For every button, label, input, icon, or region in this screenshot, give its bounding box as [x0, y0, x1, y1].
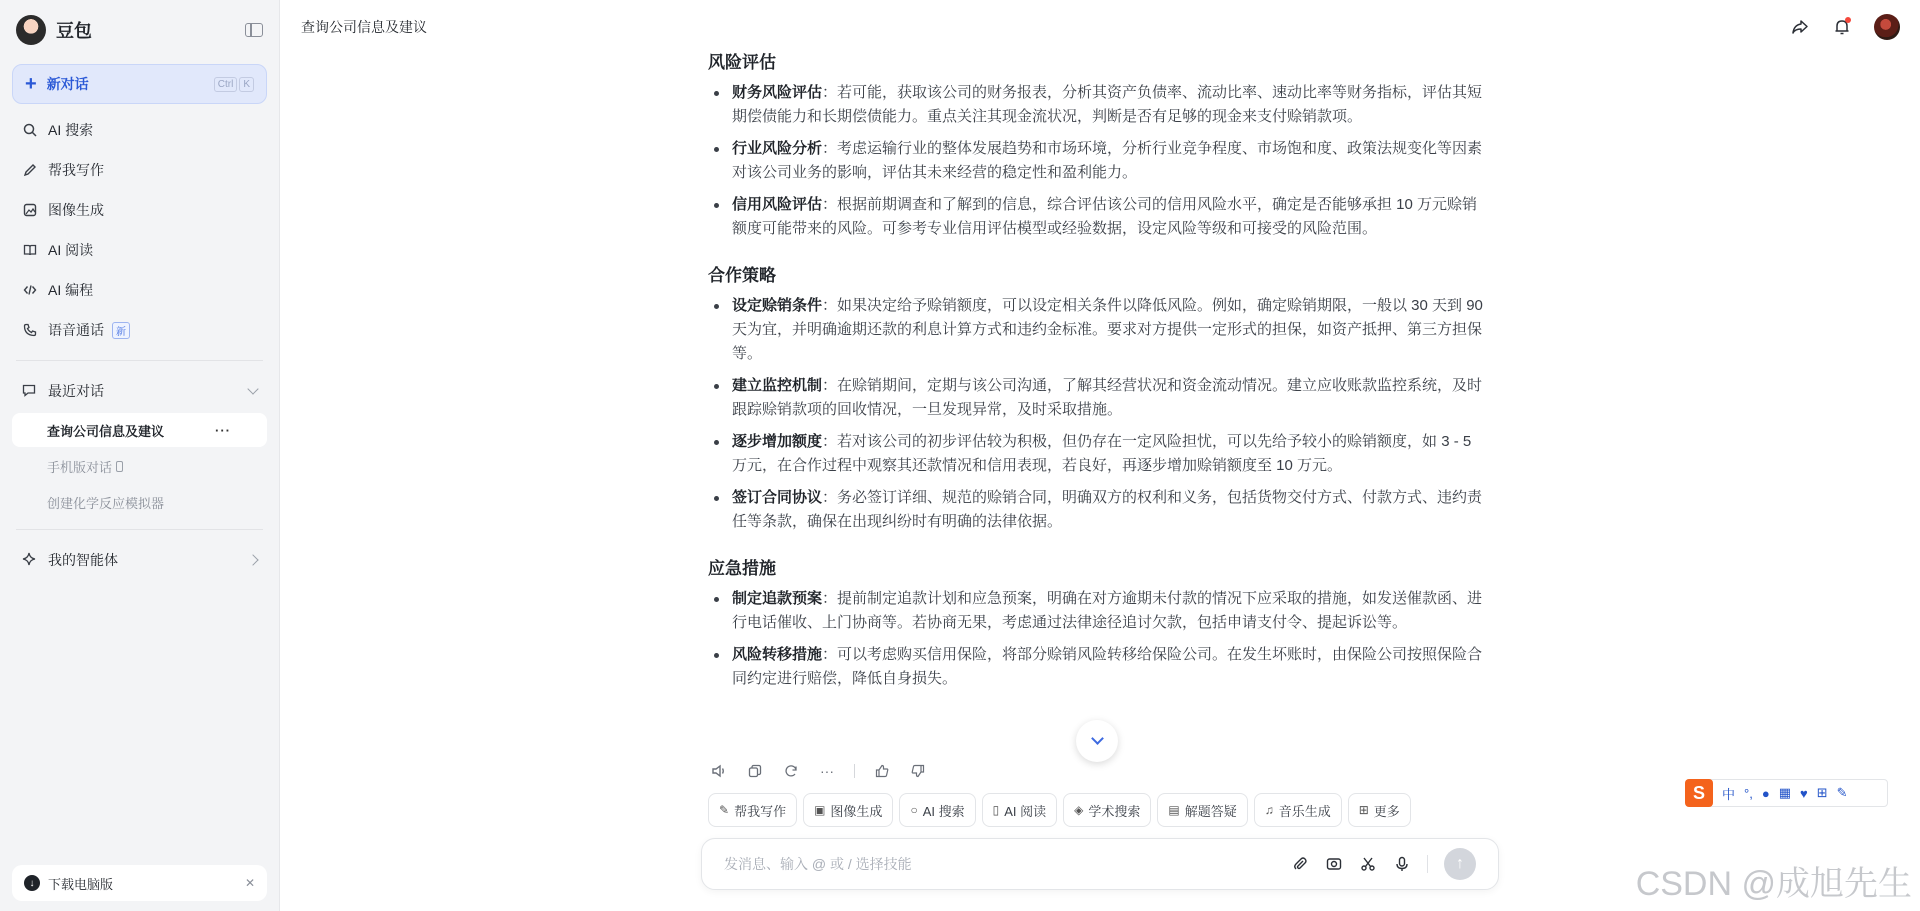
pen-icon	[22, 162, 38, 178]
bullet-list	[708, 587, 1488, 691]
code-icon	[22, 282, 38, 298]
sidebar-nav	[0, 110, 279, 350]
microphone-icon[interactable]: ●	[1761, 785, 1770, 801]
ime-mode-label[interactable]: 中	[1722, 786, 1736, 802]
skill-label: 学术搜索	[1088, 803, 1141, 819]
composer-tools	[1291, 848, 1476, 880]
list-item	[708, 294, 1488, 366]
message-composer[interactable]	[701, 838, 1499, 890]
skill-label: 更多	[1373, 803, 1400, 819]
item-term: 风险转移措施	[732, 646, 823, 663]
skill-label: AI 阅读	[1004, 803, 1047, 819]
bell-icon[interactable]	[1832, 17, 1852, 37]
item-text: ：若可能，获取该公司的财务报表，分析其资产负债率、流动比率、速动比率等财务指标，评估其短期偿债能力和长期偿债能力。重点关注其现金流状况，判断是否有足够的现金来支付赊销款项。	[732, 84, 1483, 125]
book-icon: ▯	[992, 803, 1000, 817]
user-avatar[interactable]	[1874, 14, 1900, 40]
skin-icon[interactable]: ♥	[1799, 785, 1808, 801]
search-icon: ○	[910, 803, 918, 817]
divider	[16, 360, 263, 361]
sidebar	[0, 0, 280, 911]
regenerate-icon[interactable]	[782, 762, 800, 780]
item-term: 签订合同协议	[732, 489, 823, 506]
copy-icon[interactable]	[746, 762, 764, 780]
top-actions	[1790, 14, 1900, 40]
recent-label: 最近对话	[48, 383, 104, 399]
thumbs-up-icon[interactable]	[873, 762, 891, 780]
sidebar-header	[0, 0, 279, 60]
new-chat-button[interactable]	[12, 64, 267, 104]
section-title: 合作策略	[708, 266, 776, 285]
calculator-icon: ▤	[1168, 803, 1180, 817]
list-item	[708, 643, 1488, 691]
tools-icon[interactable]: ✎	[1836, 785, 1848, 800]
sidebar-toggle-icon[interactable]	[245, 23, 263, 37]
skill-more-button[interactable]	[1348, 793, 1411, 827]
skill-label: 帮我写作	[734, 803, 787, 819]
list-item	[708, 81, 1488, 129]
music-icon: ♫	[1264, 803, 1274, 817]
skill-ai-search-button[interactable]	[899, 793, 975, 827]
sidebar-item-image-gen[interactable]	[0, 190, 279, 230]
skill-writing-button[interactable]	[708, 793, 797, 827]
item-term: 财务风险评估	[732, 84, 823, 101]
attachment-icon[interactable]	[1291, 855, 1309, 873]
top-bar	[281, 0, 1920, 54]
page-title: 查询公司信息及建议	[301, 19, 427, 35]
sidebar-item-label: 帮我写作	[48, 162, 104, 178]
conversation-title: 查询公司信息及建议	[47, 423, 165, 439]
item-term: 行业风险分析	[732, 140, 823, 157]
sidebar-item-writing[interactable]	[0, 150, 279, 190]
image-icon	[22, 202, 38, 218]
watermark: CSDN @成旭先生	[1635, 865, 1912, 903]
conversation-item-active[interactable]	[12, 413, 267, 447]
item-term: 建立监控机制	[732, 377, 823, 394]
share-icon[interactable]	[1790, 17, 1810, 37]
shortcut-hint	[214, 77, 254, 92]
phone-icon	[22, 322, 38, 338]
skill-label: AI 搜索	[922, 803, 965, 819]
item-text: ：务必签订详细、规范的赊销合同，明确双方的权利和义务，包括货物交付方式、付款方式、违约责任等条款，确保在出现纠纷时有明确的法律依据。	[732, 489, 1483, 530]
thumbs-down-icon[interactable]	[909, 762, 927, 780]
item-text: ：考虑运输行业的整体发展趋势和市场环境，分析行业竞争程度、市场饱和度、政策法规变化等因素对该公司业务的影响，评估其未来经营的稳定性和盈利能力。	[732, 140, 1483, 181]
list-item	[708, 486, 1488, 534]
item-term: 制定追款预案	[732, 590, 823, 607]
recent-conversations-header[interactable]	[0, 371, 279, 411]
apps-grid-icon[interactable]: ⊞	[1816, 785, 1828, 800]
list-item	[708, 374, 1488, 422]
send-button[interactable]: ↑	[1444, 848, 1476, 880]
download-desktop-banner[interactable]	[12, 865, 267, 901]
punctuation-icon[interactable]: °,	[1744, 785, 1753, 801]
chat-bubble-icon	[22, 383, 38, 399]
skill-music-gen-button[interactable]	[1254, 793, 1342, 827]
scissors-icon[interactable]	[1359, 855, 1377, 873]
new-chat-label: 新对话	[46, 76, 89, 92]
my-agents-label: 我的智能体	[48, 552, 118, 568]
item-text: ：根据前期调查和了解到的信息，综合评估该公司的信用风险水平，确定是否能够承担 10 万元赊销额度可能带来的风险。可参考专业信用评估模型或经验数据，设定风险等级和可接受的风险范围。	[732, 196, 1478, 237]
assistant-message	[708, 48, 1488, 711]
divider	[16, 529, 263, 530]
conversation-item[interactable]	[12, 485, 267, 519]
skill-problem-solving-button[interactable]	[1157, 793, 1247, 827]
sidebar-item-ai-search[interactable]	[0, 110, 279, 150]
brand-name: 豆包	[56, 21, 92, 41]
sparkle-icon	[22, 552, 38, 568]
more-options-icon[interactable]: ···	[215, 422, 231, 438]
sidebar-item-ai-code[interactable]	[0, 270, 279, 310]
scroll-to-bottom-button[interactable]	[1076, 720, 1118, 762]
bullet-list	[708, 81, 1488, 241]
divider	[1427, 855, 1428, 873]
more-icon[interactable]: ···	[820, 763, 834, 779]
skill-label: 图像生成	[830, 803, 883, 819]
close-icon[interactable]: ✕	[244, 876, 255, 890]
section-cooperation-strategy	[708, 261, 1488, 534]
sidebar-item-label: 图像生成	[48, 202, 104, 218]
skill-label: 音乐生成	[1278, 803, 1331, 819]
conversation-item[interactable]	[12, 449, 267, 483]
section-title: 应急措施	[708, 559, 776, 578]
item-term: 信用风险评估	[732, 196, 823, 213]
chevron-down-icon[interactable]	[247, 383, 258, 394]
chevron-right-icon	[247, 554, 258, 565]
brand-avatar[interactable]	[16, 15, 46, 45]
new-badge: 新	[112, 322, 130, 339]
book-icon	[22, 242, 38, 258]
list-item	[708, 430, 1488, 478]
bullet-list	[708, 294, 1488, 534]
message-actions	[710, 762, 927, 780]
item-term: 设定赊销条件	[732, 297, 823, 314]
skill-label: 解题答疑	[1184, 803, 1237, 819]
list-item	[708, 587, 1488, 635]
image-icon: ▣	[814, 803, 826, 817]
divider	[854, 764, 855, 778]
section-title: 风险评估	[708, 53, 776, 72]
mobile-icon	[116, 461, 123, 472]
sogou-logo-icon: S	[1685, 779, 1713, 807]
shortcut-key-k: K	[239, 77, 254, 92]
sidebar-item-label: AI 阅读	[48, 242, 94, 258]
section-risk-assessment	[708, 48, 1488, 241]
ime-toolbar[interactable]	[1686, 779, 1888, 807]
skill-ai-read-button[interactable]	[982, 793, 1058, 827]
item-text: ：提前制定追款计划和应急预案，明确在对方逾期未付款的情况下应采取的措施，如发送催款函、进行电话催收、上门协商等。若协商无果，考虑通过法律途径追讨欠款，包括申请支付令、提起诉讼等。	[732, 590, 1483, 631]
shortcut-key-ctrl: Ctrl	[214, 77, 238, 92]
conversation-title: 创建化学反应模拟器	[47, 495, 165, 511]
grid-icon: ⊞	[1358, 803, 1369, 817]
microphone-icon[interactable]	[1393, 855, 1411, 873]
search-icon	[22, 122, 38, 138]
sidebar-item-label: 语音通话	[48, 322, 104, 338]
download-label: 下载电脑版	[48, 876, 114, 892]
skill-academic-search-button[interactable]	[1063, 793, 1151, 827]
item-text: ：在赊销期间，定期与该公司沟通，了解其经营状况和资金流动情况。建立应收账款监控系统，及时跟踪赊销款项的回收情况，一旦发现异常，及时采取措施。	[732, 377, 1483, 418]
list-item	[708, 193, 1488, 241]
item-text: ：如果决定给予赊销额度，可以设定相关条件以降低风险。例如，确定赊销期限，一般以 30 天到 90 天为宜，并明确逾期还款的利息计算方式和违约金标准。要求对方提供一定形式的担保，如资产抵押、第三方担保等。	[732, 297, 1483, 362]
graduation-cap-icon: ◈	[1074, 803, 1084, 817]
section-emergency-measures	[708, 554, 1488, 691]
pen-icon: ✎	[719, 803, 730, 817]
my-agents-item[interactable]	[0, 540, 279, 580]
sidebar-item-label: AI 编程	[48, 282, 94, 298]
speaker-icon[interactable]	[710, 762, 728, 780]
plus-icon: +	[25, 73, 37, 95]
sidebar-item-voice-call[interactable]	[0, 310, 279, 350]
item-text: ：可以考虑购买信用保险，将部分赊销风险转移给保险公司。在发生坏账时，由保险公司按照保险合同约定进行赔偿，降低自身损失。	[732, 646, 1483, 687]
download-icon: ↓	[24, 875, 40, 891]
list-item	[708, 137, 1488, 185]
keyboard-icon[interactable]: ▦	[1778, 785, 1791, 800]
item-text: ：若对该公司的初步评估较为积极，但仍存在一定风险担忧，可以先给予较小的赊销额度，如 3 - 5 万元，在合作过程中观察其还款情况和信用表现，若良好，再逐步增加赊销额度至 10 万元。	[732, 433, 1472, 474]
sidebar-item-ai-read[interactable]	[0, 230, 279, 270]
sidebar-item-label: AI 搜索	[48, 122, 94, 138]
notification-dot	[1845, 17, 1851, 23]
item-term: 逐步增加额度	[732, 433, 823, 450]
conversation-title: 手机版对话	[47, 459, 113, 475]
message-input[interactable]: 发消息、输入 @ 或 / 选择技能	[724, 856, 912, 872]
chevron-down-icon	[1091, 732, 1104, 745]
skill-image-gen-button[interactable]	[803, 793, 893, 827]
image-upload-icon[interactable]	[1325, 855, 1343, 873]
skill-chips	[708, 793, 1411, 827]
